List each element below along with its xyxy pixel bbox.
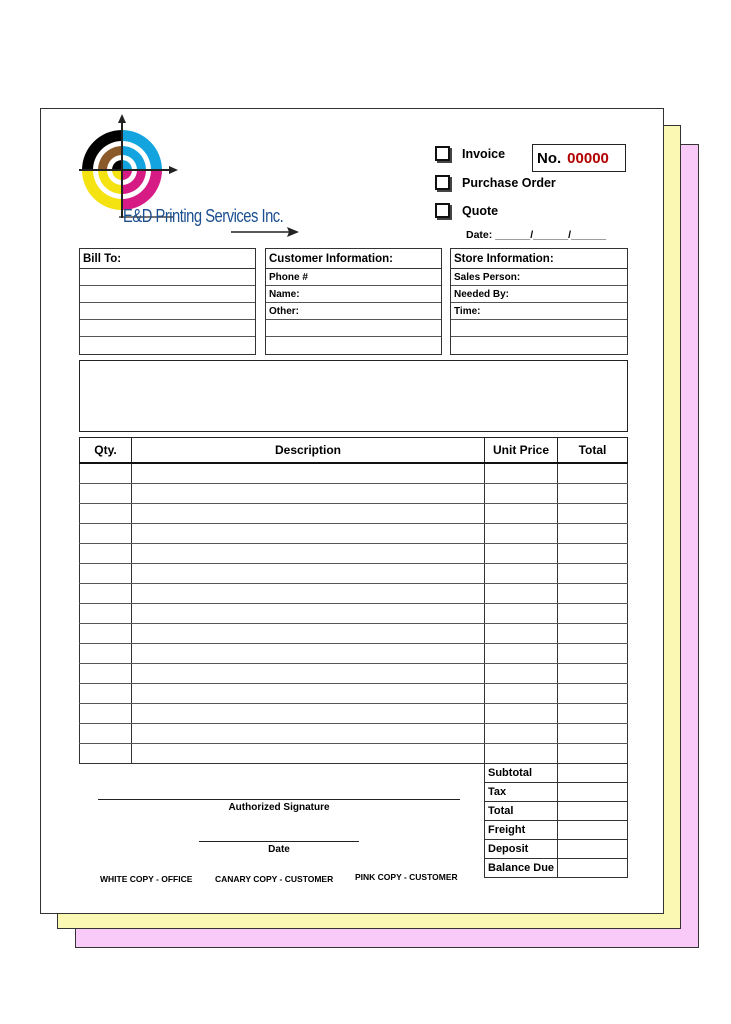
authorized-signature-line[interactable] <box>98 799 460 800</box>
quote-checkbox[interactable] <box>435 203 450 218</box>
qty-cell[interactable] <box>80 604 132 624</box>
totals-table <box>484 763 628 878</box>
qty-cell[interactable] <box>80 463 132 484</box>
canary-copy-label: CANARY COPY - CUSTOMER <box>215 874 334 884</box>
phone-field[interactable]: Phone # <box>266 269 441 286</box>
unit-price-cell[interactable] <box>485 644 558 664</box>
table-row <box>80 463 628 484</box>
qty-cell[interactable] <box>80 564 132 584</box>
unit-price-header: Unit Price <box>485 438 558 464</box>
qty-cell[interactable] <box>80 664 132 684</box>
unit-price-cell[interactable] <box>485 664 558 684</box>
quote-label: Quote <box>462 203 499 218</box>
signature-date-line[interactable] <box>199 841 359 842</box>
number-prefix: No. <box>537 149 562 167</box>
qty-cell[interactable] <box>80 724 132 744</box>
qty-cell[interactable] <box>80 624 132 644</box>
deposit-value[interactable] <box>558 840 628 859</box>
total-cell[interactable] <box>558 724 628 744</box>
time-field[interactable]: Time: <box>451 303 627 320</box>
store-blank-line[interactable] <box>451 337 627 354</box>
total-cell[interactable] <box>558 624 628 644</box>
qty-cell[interactable] <box>80 684 132 704</box>
description-header: Description <box>132 438 485 464</box>
description-cell[interactable] <box>132 644 485 664</box>
customer-blank-line[interactable] <box>266 337 441 354</box>
total-cell[interactable] <box>558 584 628 604</box>
signature-date-label: Date <box>268 844 290 855</box>
table-row <box>80 484 628 504</box>
bill-to-line[interactable] <box>80 337 255 354</box>
table-row <box>80 524 628 544</box>
invoice-option[interactable] <box>435 146 505 161</box>
description-cell[interactable] <box>132 704 485 724</box>
tax-label: Tax <box>485 783 558 802</box>
customer-information-title: Customer Information: <box>266 249 441 269</box>
freight-value[interactable] <box>558 821 628 840</box>
description-cell[interactable] <box>132 504 485 524</box>
pink-copy-label: PINK COPY - CUSTOMER <box>355 872 458 882</box>
total-cell[interactable] <box>558 664 628 684</box>
unit-price-cell[interactable] <box>485 724 558 744</box>
table-row <box>80 664 628 684</box>
balance-due-label: Balance Due <box>485 859 558 878</box>
logo-arrow-icon <box>231 226 301 238</box>
company-name: E&D Printing Services Inc. <box>123 206 284 226</box>
total-cell[interactable] <box>558 684 628 704</box>
deposit-label: Deposit <box>485 840 558 859</box>
total-cell[interactable] <box>558 744 628 764</box>
unit-price-cell[interactable] <box>485 704 558 724</box>
unit-price-cell[interactable] <box>485 504 558 524</box>
description-cell[interactable] <box>132 584 485 604</box>
document-number: 00000 <box>567 149 609 167</box>
bill-to-line[interactable] <box>80 320 255 337</box>
qty-cell[interactable] <box>80 544 132 564</box>
unit-price-cell[interactable] <box>485 544 558 564</box>
total-value[interactable] <box>558 802 628 821</box>
bill-to-line[interactable] <box>80 286 255 303</box>
white-copy-sheet <box>40 108 664 914</box>
qty-cell[interactable] <box>80 644 132 664</box>
customer-information-box[interactable] <box>265 248 442 355</box>
description-cell[interactable] <box>132 724 485 744</box>
needed-by-field[interactable]: Needed By: <box>451 286 627 303</box>
date-label: Date: <box>466 229 493 241</box>
description-cell[interactable] <box>132 684 485 704</box>
white-copy-label: WHITE COPY - OFFICE <box>100 874 193 884</box>
description-cell[interactable] <box>132 524 485 544</box>
bill-to-box[interactable] <box>79 248 256 355</box>
unit-price-cell[interactable] <box>485 584 558 604</box>
store-blank-line[interactable] <box>451 320 627 337</box>
total-label: Total <box>485 802 558 821</box>
document-number-box[interactable] <box>532 144 626 172</box>
qty-header: Qty. <box>80 438 132 464</box>
total-header: Total <box>558 438 628 464</box>
total-cell[interactable] <box>558 604 628 624</box>
unit-price-cell[interactable] <box>485 484 558 504</box>
description-cell[interactable] <box>132 564 485 584</box>
store-information-title: Store Information: <box>451 249 627 269</box>
customer-blank-line[interactable] <box>266 320 441 337</box>
table-row <box>80 624 628 644</box>
table-row <box>80 644 628 664</box>
description-cell[interactable] <box>132 664 485 684</box>
description-cell[interactable] <box>132 463 485 484</box>
notes-box[interactable] <box>79 360 628 432</box>
unit-price-cell[interactable] <box>485 604 558 624</box>
qty-cell[interactable] <box>80 504 132 524</box>
freight-label: Freight <box>485 821 558 840</box>
description-cell[interactable] <box>132 484 485 504</box>
total-cell[interactable] <box>558 463 628 484</box>
date-blank: ______/______/______ <box>495 229 607 241</box>
unit-price-cell[interactable] <box>485 684 558 704</box>
table-row <box>80 504 628 524</box>
bill-to-line[interactable] <box>80 269 255 286</box>
table-row <box>80 564 628 584</box>
date-field[interactable] <box>466 229 606 241</box>
table-row <box>80 584 628 604</box>
total-cell[interactable] <box>558 484 628 504</box>
sales-person-field[interactable]: Sales Person: <box>451 269 627 286</box>
total-cell[interactable] <box>558 524 628 544</box>
table-row <box>80 684 628 704</box>
other-field[interactable]: Other: <box>266 303 441 320</box>
total-cell[interactable] <box>558 564 628 584</box>
quote-option[interactable] <box>435 203 498 218</box>
tax-value[interactable] <box>558 783 628 802</box>
unit-price-cell[interactable] <box>485 463 558 484</box>
total-cell[interactable] <box>558 544 628 564</box>
line-items-table <box>79 437 628 764</box>
qty-cell[interactable] <box>80 744 132 764</box>
total-cell[interactable] <box>558 704 628 724</box>
store-information-box[interactable] <box>450 248 628 355</box>
description-cell[interactable] <box>132 744 485 764</box>
subtotal-label: Subtotal <box>485 764 558 783</box>
qty-cell[interactable] <box>80 484 132 504</box>
qty-cell[interactable] <box>80 524 132 544</box>
purchase-order-checkbox[interactable] <box>435 175 450 190</box>
qty-cell[interactable] <box>80 704 132 724</box>
description-cell[interactable] <box>132 604 485 624</box>
table-row <box>80 744 628 764</box>
table-row <box>80 604 628 624</box>
bill-to-line[interactable] <box>80 303 255 320</box>
unit-price-cell[interactable] <box>485 624 558 644</box>
table-row <box>80 704 628 724</box>
name-field[interactable]: Name: <box>266 286 441 303</box>
qty-cell[interactable] <box>80 584 132 604</box>
purchase-order-option[interactable] <box>435 175 556 190</box>
unit-price-cell[interactable] <box>485 744 558 764</box>
table-row <box>80 724 628 744</box>
authorized-signature-label: Authorized Signature <box>228 802 330 813</box>
unit-price-cell[interactable] <box>485 524 558 544</box>
total-cell[interactable] <box>558 644 628 664</box>
invoice-checkbox[interactable] <box>435 146 450 161</box>
bill-to-title: Bill To: <box>80 249 255 269</box>
table-row <box>80 544 628 564</box>
unit-price-cell[interactable] <box>485 564 558 584</box>
invoice-label: Invoice <box>462 146 506 161</box>
subtotal-value[interactable] <box>558 764 628 783</box>
description-cell[interactable] <box>132 544 485 564</box>
balance-due-value[interactable] <box>558 859 628 878</box>
description-cell[interactable] <box>132 624 485 644</box>
total-cell[interactable] <box>558 504 628 524</box>
purchase-order-label: Purchase Order <box>462 175 556 190</box>
